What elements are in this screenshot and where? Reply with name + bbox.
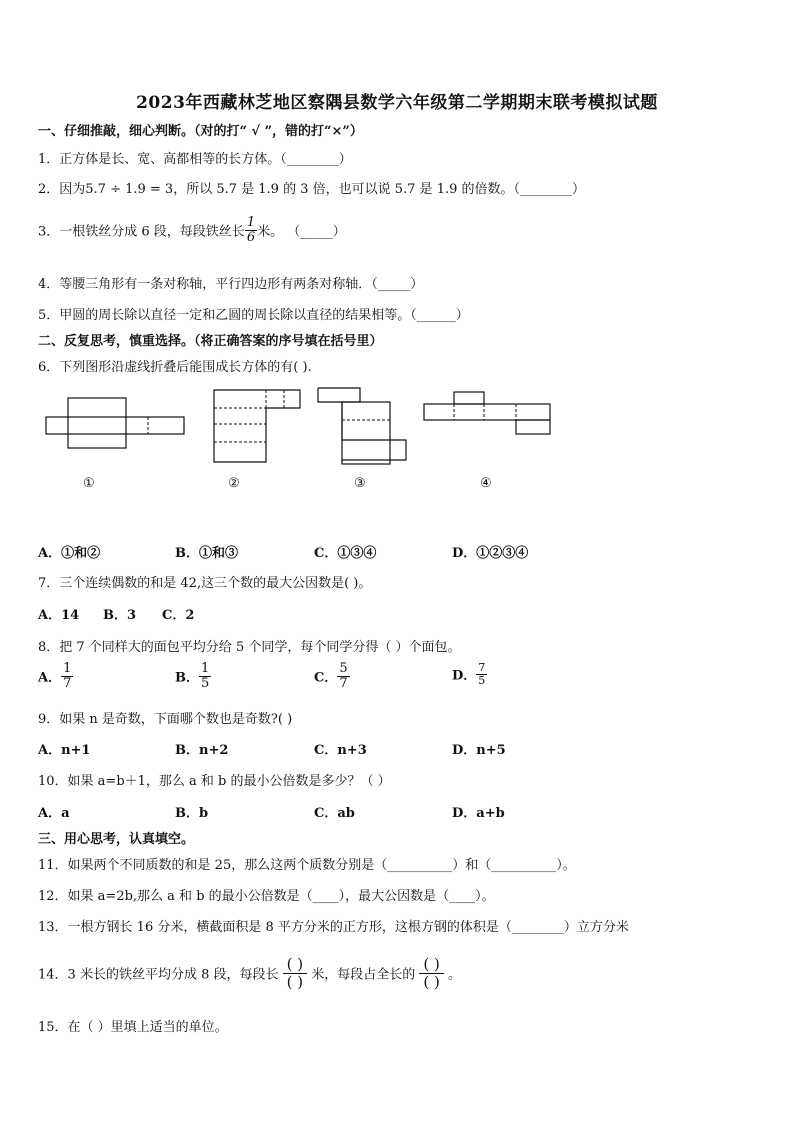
fraction-numerator: ( ) xyxy=(283,956,307,974)
fraction-denominator: ( ) xyxy=(423,972,440,991)
figure-label-1: ① xyxy=(83,476,95,491)
fraction-numerator: 1 xyxy=(63,661,72,676)
question-3-fraction xyxy=(245,216,257,244)
fraction-denominator: 5 xyxy=(201,675,210,691)
fraction-numerator: 1 xyxy=(201,661,210,676)
question-14-end: 。 xyxy=(448,967,462,983)
question-3-text: 3．一根铁丝分成 6 段，每段铁丝长 xyxy=(38,224,245,240)
q8-option-c-fraction xyxy=(337,662,349,690)
net-figure-4 xyxy=(420,388,554,440)
q14-blank-fraction-2 xyxy=(419,956,443,990)
question-4: 4．等腰三角形有一条对称轴，平行四边形有两条对称轴．（_____） xyxy=(38,277,424,292)
fraction-numerator: 7 xyxy=(478,661,486,674)
q10-option-c: C．ab xyxy=(314,806,355,821)
q10-option-d: D．a+b xyxy=(452,806,505,821)
q9-option-c: C．n+3 xyxy=(314,743,367,758)
q8-option-a xyxy=(38,662,73,690)
q8-option-b-label: B． xyxy=(175,670,199,686)
q8-option-a-fraction xyxy=(61,662,73,690)
section-1-heading: 一、仔细推敲，细心判断。（对的打“ √ ”，错的打“×”） xyxy=(38,124,363,139)
question-2: 2．因为5.7 ÷ 1.9 = 3，所以 5.7 是 1.9 的 3 倍，也可以说 5.7 是 1.9 的倍数。（________） xyxy=(38,182,585,197)
net-figure-2 xyxy=(208,384,308,466)
q7-option-b: B．3 xyxy=(103,608,137,623)
q9-option-d: D．n+5 xyxy=(452,743,506,758)
section-3-heading: 三、用心思考，认真填空。 xyxy=(38,832,195,847)
fraction-numerator: 1 xyxy=(246,215,256,230)
fraction-numerator: ( ) xyxy=(419,956,443,974)
fraction-denominator: 5 xyxy=(478,673,486,687)
question-10: 10．如果 a=b＋1，那么 a 和 b 的最小公倍数是多少？（ ） xyxy=(38,774,391,789)
q8-option-d-label: D． xyxy=(452,668,477,684)
figure-label-4: ④ xyxy=(480,476,492,491)
fraction-numerator: 5 xyxy=(339,661,348,676)
question-1: 1．正方体是长、宽、高都相等的长方体。（________） xyxy=(38,152,352,167)
q8-option-b-fraction xyxy=(199,662,211,690)
question-5: 5．甲圆的周长除以直径一定和乙圆的周长除以直径的结果相等。（______） xyxy=(38,308,469,323)
question-3 xyxy=(38,216,346,244)
q10-option-a: A．a xyxy=(38,806,70,821)
fraction-denominator: 7 xyxy=(63,675,72,691)
question-14-text: 14．3 米长的铁丝平均分成 8 段，每段长 xyxy=(38,967,279,983)
fraction-denominator: ( ) xyxy=(286,972,304,991)
page-title: 2023年西藏林芝地区察隅县数学六年级第二学期期末联考模拟试题 xyxy=(136,93,658,113)
q7-option-c: C．2 xyxy=(162,608,195,623)
q8-option-a-label: A． xyxy=(38,670,62,686)
question-15: 15．在（ ）里填上适当的单位。 xyxy=(38,1020,228,1035)
net-figure-1 xyxy=(40,392,190,454)
q6-option-d: D．①②③④ xyxy=(452,546,529,561)
net-figure-3 xyxy=(312,382,412,468)
q6-option-c: C．①③④ xyxy=(314,546,377,561)
fraction-denominator: 6 xyxy=(246,229,256,245)
question-12: 12．如果 a=2b,那么 a 和 b 的最小公倍数是（____），最大公因数是（____）。 xyxy=(38,889,495,904)
section-2-heading: 二、反复思考，慎重选择。（将正确答案的序号填在括号里） xyxy=(38,334,383,349)
figure-label-3: ③ xyxy=(354,476,366,491)
q10-option-b: B．b xyxy=(175,806,209,821)
question-14 xyxy=(38,956,461,990)
q6-option-b: B．①和③ xyxy=(175,546,238,561)
figure-label-2: ② xyxy=(228,476,240,491)
q8-option-b xyxy=(175,662,211,690)
question-11: 11．如果两个不同质数的和是 25，那么这两个质数分别是（__________）和（__________）。 xyxy=(38,858,576,873)
question-6: 6．下列图形沿虚线折叠后能围成长方体的有( ). xyxy=(38,360,312,375)
q9-option-b: B．n+2 xyxy=(175,743,229,758)
question-8: 8．把 7 个同样大的面包平均分给 5 个同学，每个同学分得（ ）个面包。 xyxy=(38,640,461,655)
q7-option-a: A．14 xyxy=(38,608,80,623)
q8-option-d xyxy=(452,662,487,686)
question-13: 13．一根方钢长 16 分米，横截面积是 8 平方分米的正方形，这根方钢的体积是（________）立方分米 xyxy=(38,920,629,935)
question-3-tail: 米。 （_____） xyxy=(257,224,346,240)
q9-option-a: A．n+1 xyxy=(38,743,91,758)
q14-blank-fraction-1 xyxy=(283,956,307,990)
question-9: 9．如果 n 是奇数，下面哪个数也是奇数?( ) xyxy=(38,712,293,727)
q8-option-d-fraction xyxy=(476,662,487,686)
q8-option-c-label: C． xyxy=(314,670,338,686)
fraction-denominator: 7 xyxy=(339,675,348,691)
q6-option-a: A．①和② xyxy=(38,546,101,561)
question-14-middle: 米，每段占全长的 xyxy=(311,967,416,983)
question-7: 7．三个连续偶数的和是 42,这三个数的最大公因数是( )。 xyxy=(38,576,372,591)
q8-option-c xyxy=(314,662,350,690)
